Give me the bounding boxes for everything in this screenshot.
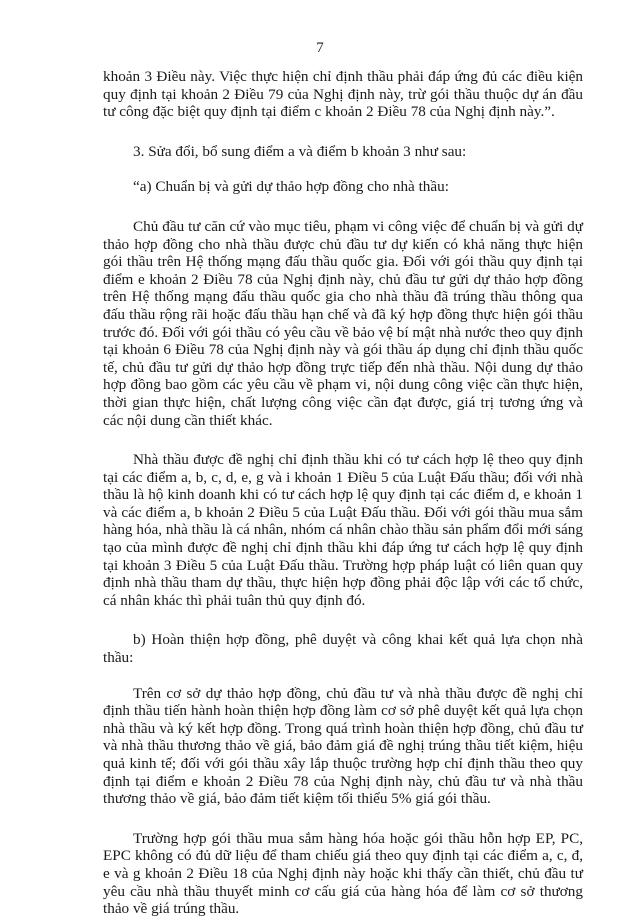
paragraph-contract-draft: Chủ đầu tư căn cứ vào mục tiêu, phạm vi công việc để chuẩn bị và gửi dự thảo hợp đồng cho nhà thầu được chủ đầu tư dự kiến có khả năng thực hiện gói thầu trên Hệ thống mạng đấu thầu quốc gia. Đối với gói thầu quy định tại điểm e khoản 2 Điều 78 của Nghị định này, chủ đầu tư gửi dự thảo hợp đồng trên Hệ thống mạng đấu thầu quốc gia cho nhà thầu đã trúng thầu thông qua đấu thầu rộng rãi hoặc đấu thầu hạn chế và đã ký hợp đồng thực hiện gói thầu trước đó. Đối với gói thầu có yêu cầu về bảo vệ bí mật nhà nước theo quy định tại khoản 6 Điều 78 của Nghị định này và gói thầu áp dụng chỉ định thầu quốc tế, chủ đầu tư gửi dự thảo hợp đồng trực tiếp đến nhà thầu. Nội dung dự thảo hợp đồng bao gồm các yêu cầu về phạm vi, nội dung công việc cần thực hiện, thời gian thực hiện, chất lượng công việc cần đạt được, giá trị tương ứng và các nội dung cần thiết khác.	[103, 217, 583, 429]
paragraph-contractor-eligibility: Nhà thầu được đề nghị chỉ định thầu khi có tư cách hợp lệ theo quy định tại các điểm a, b, c, d, e, g và i khoản 1 Điều 5 của Luật Đấu thầu; đối với nhà thầu là hộ kinh doanh khi có tư cách hợp lệ quy định tại các điểm d, e khoản 1 và các điểm a, b khoản 2 Điều 5 của Luật Đấu thầu. Đối với gói thầu mua sắm hàng hóa, nhà thầu là cá nhân, nhóm cá nhân chào thầu sản phẩm đổi mới sáng tạo của mình được đề nghị chỉ định thầu khi đáp ứng tư cách hợp lệ quy định tại khoản 3 Điều 5 của Luật Đấu thầu. Trường hợp pháp luật có liên quan quy định nhà thầu tham dự thầu, thực hiện hợp đồng phải độc lập với các tổ chức, cá nhân khác thì phải tuân thủ quy định đó.	[103, 451, 583, 609]
page-number: 7	[316, 40, 324, 56]
paragraph-continuation: khoản 3 Điều này. Việc thực hiện chỉ định thầu phải đáp ứng đủ các điều kiện quy định tại khoản 2 Điều 79 của Nghị định này, trừ gói thầu thuộc dự án đầu tư công đặc biệt quy định tại điểm c khoản 2 Điều 78 của Nghị định này.”.	[103, 68, 583, 121]
paragraph-point-a-heading: “a) Chuẩn bị và gửi dự thảo hợp đồng cho nhà thầu:	[133, 178, 449, 196]
paragraph-contract-finalization: Trên cơ sở dự thảo hợp đồng, chủ đầu tư và nhà thầu được đề nghị chỉ định thầu tiến hành hoàn thiện hợp đồng làm cơ sở phê duyệt kết quả lựa chọn nhà thầu và ký kết hợp đồng. Trong quá trình hoàn thiện hợp đồng, chủ đầu tư và nhà thầu thương thảo về giá, bảo đảm giá đề nghị trúng thầu tiết kiệm, hiệu quả kinh tế; đối với gói thầu xây lắp thuộc trường hợp chỉ định thầu theo quy định tại điểm e khoản 2 Điều 78 của Nghị định này, chủ đầu tư và nhà thầu thương thảo về giá, bảo đảm tiết kiệm tối thiểu 5% giá gói thầu.	[103, 684, 583, 808]
paragraph-amendment-heading: 3. Sửa đổi, bổ sung điểm a và điểm b khoản 3 như sau:	[133, 142, 467, 160]
paragraph-price-structure: Trường hợp gói thầu mua sắm hàng hóa hoặc gói thầu hỗn hợp EP, PC, EPC không có đủ dữ liệu để tham chiếu giá theo quy định tại các điểm a, c, đ, e và g khoản 2 Điều 18 của Nghị định này hoặc khi thấy cần thiết, chủ đầu tư yêu cầu nhà thầu thuyết minh cơ cấu giá của hàng hóa để làm cơ sở thương thảo về giá trúng thầu.	[103, 829, 583, 918]
paragraph-point-b-heading: b) Hoàn thiện hợp đồng, phê duyệt và công khai kết quả lựa chọn nhà thầu:	[103, 631, 583, 667]
document-body	[103, 68, 583, 918]
